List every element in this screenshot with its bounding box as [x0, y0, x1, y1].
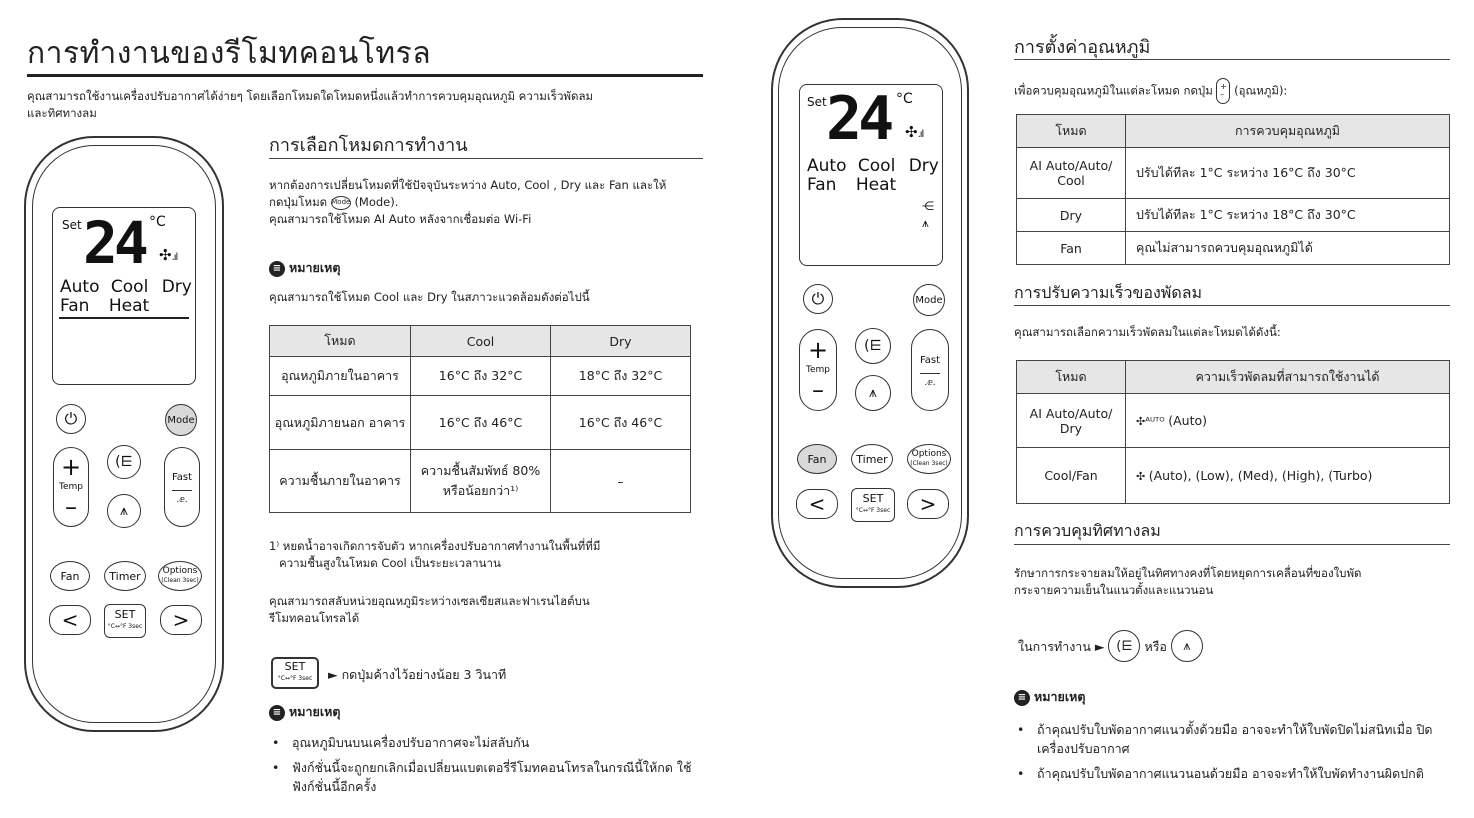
lcd-temp: 24 [826, 84, 891, 154]
table-cell: อุณหภูมิภายนอก อาคาร [270, 396, 411, 450]
options-button[interactable] [907, 444, 951, 474]
table-cell: Cool/Fan [1017, 448, 1126, 504]
note-2 [269, 702, 340, 721]
chevron-right-icon: > [919, 492, 937, 516]
lcd-vertical-swing-icon: ⋲ [922, 199, 934, 213]
temp-control-table [1016, 114, 1450, 265]
note-icon: ≡ [269, 261, 285, 277]
options-sublabel: (Clean 3sec) [161, 577, 199, 584]
fast-divider [920, 373, 940, 374]
comfort-icon: .ⅇ. [924, 377, 936, 388]
fast-label: Fast [919, 354, 941, 366]
lcd-mode-dry: Dry [908, 156, 939, 176]
lcd-mode-fan: Fan [807, 175, 837, 195]
list-item: • ถ้าคุณปรับใบพัดอากาศแนวตั้งด้วยมือ อาจจะทำให้ใบพัดปิดไม่สนิทเมื่อ ปิดเครื่องปรับอากาศ [1011, 720, 1451, 758]
table-header: โหมด [270, 326, 411, 357]
table-header-row [1017, 115, 1450, 148]
fast-button[interactable] [164, 447, 200, 527]
chevron-left-icon: < [61, 608, 79, 632]
options-label: Options [911, 449, 947, 459]
timer-button-label: Timer [856, 452, 888, 466]
table-row [1017, 199, 1450, 232]
power-button[interactable] [56, 404, 86, 434]
horizontal-swing-button[interactable] [107, 494, 141, 528]
ai-auto-text: คุณสามารถใช้โหมด AI Auto หลังจากเชื่อมต่อ Wi-Fi [269, 212, 532, 226]
temp-intro [1014, 78, 1287, 104]
lcd-mode-row2 [60, 297, 149, 316]
note-2-label: หมายเหตุ [289, 704, 341, 719]
airflow-heading: การควบคุมทิศทางลม [1014, 521, 1161, 540]
vertical-swing-icon: (⋿ [864, 338, 882, 354]
set-inline-label: SET [284, 660, 306, 673]
horizontal-swing-button[interactable] [855, 375, 891, 411]
intro-line-1: คุณสามารถใช้งานเครื่องปรับอากาศได้ง่ายๆ โดยเลือกโหมดใดโหมดหนึ่งแล้วทำการควบคุมอุณหภูมิ ความเร็วพัดลม [27, 89, 594, 103]
fast-label: Fast [171, 471, 193, 483]
fan-speed-heading-rule [1014, 305, 1450, 306]
list-item: • ฟังก์ชั่นนี้จะถูกยกเลิกเมื่อเปลี่ยนแบตเตอรี่รีโมทคอนโทรลในกรณีนี้ให้กด ใช้ฟังก์ชั่นนี้อีกครั้ง [266, 758, 706, 796]
temp-minus-icon[interactable]: – [812, 376, 824, 404]
intro-line-2: และทิศทางลม [27, 106, 97, 120]
table-cell: 18°C ถึง 32°C [551, 357, 691, 396]
mode-heading: การเลือกโหมดการทำงาน [269, 135, 468, 156]
airflow-line2: กระจายความเย็นในแนวตั้งและแนวนอน [1014, 583, 1214, 597]
page-title: การทำงานของรีโมทคอนโทรล [27, 36, 432, 71]
mode-intro-post: (Mode). [354, 195, 399, 209]
mode-intro-pre: กดปุ่มโหมด [269, 195, 328, 209]
vertical-swing-button[interactable] [107, 445, 141, 479]
note-1-label: หมายเหตุ [289, 260, 341, 275]
table-row [270, 450, 691, 513]
note-2-list [266, 733, 706, 802]
table-header: โหมด [1017, 361, 1126, 394]
fast-button[interactable] [911, 329, 949, 411]
temp-heading: การตั้งค่าอุณหภูมิ [1014, 37, 1151, 58]
note-3 [1014, 687, 1085, 706]
timer-button[interactable] [104, 561, 146, 591]
temp-rocker[interactable] [53, 447, 89, 527]
table-header-row [1017, 361, 1450, 394]
power-button[interactable] [803, 284, 833, 314]
airflow-operation [1018, 630, 1203, 662]
table-cell: – [551, 450, 691, 513]
set-button[interactable] [851, 488, 895, 522]
intro-text [27, 88, 717, 122]
set-sublabel: °C↔°F 3sec [855, 507, 891, 514]
lcd-set-label: Set [62, 218, 82, 232]
options-sublabel: (Clean 3sec) [910, 460, 948, 467]
operation-prefix: ในการทำงาน ► [1018, 638, 1105, 654]
note-1-text: คุณสามารถใช้โหมด Cool และ Dry ในสภาวะแวดล้อมดังต่อไปนี้ [269, 290, 590, 304]
lcd-temp: 24 [83, 209, 145, 277]
mode-button-label: Mode [915, 294, 943, 306]
horizontal-swing-icon: ⩚ [1171, 630, 1203, 662]
hold-instruction: ► กดปุ่มค้างไว้อย่างน้อย 3 วินาที [328, 667, 507, 682]
lcd-fan-icon: ✣.ıl [905, 123, 924, 141]
lcd-mode-cool: Cool [857, 156, 896, 176]
fan-speed-icons: ✣ [1136, 470, 1149, 483]
lcd-mode-auto: Auto [60, 277, 100, 297]
mode-conditions-table [269, 325, 691, 513]
lcd-mode-row1 [807, 157, 939, 176]
lcd-mode-row2 [807, 176, 896, 195]
temp-label: Temp [806, 365, 830, 375]
remote-lcd [52, 207, 196, 385]
chevron-left-icon: < [808, 492, 826, 516]
set-inline-sublabel: °C↔°F 3sec [277, 675, 313, 682]
airflow-text [1014, 565, 1454, 599]
unit-switch-line2: รีโมทคอนโทรลได้ [269, 611, 360, 625]
lcd-horizontal-swing-icon: ⩚ [922, 216, 929, 230]
table-header: Cool [411, 326, 551, 357]
table-cell: AI Auto/Auto/ Cool [1017, 148, 1126, 199]
table-cell: ปรับได้ทีละ 1°C ระหว่าง 18°C ถึง 30°C [1126, 199, 1450, 232]
fan-auto-text: (Auto) [1168, 413, 1207, 428]
table-row [270, 357, 691, 396]
footnote-line2: ความชื้นสูงในโหมด Cool เป็นระยะเวลานาน [279, 556, 501, 570]
table-cell [1126, 448, 1450, 504]
options-label: Options [162, 566, 198, 576]
list-item: • อุณหภูมิบนบนเครื่องปรับอากาศจะไม่สลับกัน [266, 733, 706, 752]
vertical-swing-button[interactable] [855, 328, 891, 364]
set-sublabel: °C↔°F 3sec [107, 623, 143, 630]
note-3-label: หมายเหตุ [1034, 689, 1086, 704]
lcd-set-label: Set [807, 95, 827, 109]
airflow-heading-rule [1014, 544, 1450, 545]
mode-button-label: Mode [167, 414, 195, 426]
temp-minus-icon[interactable]: – [65, 493, 77, 521]
unit-switch-line1: คุณสามารถสลับหน่วยอุณหภูมิระหว่างเซลเซียสและฟาเรนไฮต์บน [269, 594, 590, 608]
table-cell: Fan [1017, 232, 1126, 265]
table-header: ความเร็วพัดลมที่สามารถใช้งานได้ [1126, 361, 1450, 394]
power-icon: ⏻ [811, 289, 825, 308]
mode-inline-icon: Mode [331, 196, 351, 210]
table-cell: 16°C ถึง 32°C [411, 357, 551, 396]
note-icon: ≡ [269, 705, 285, 721]
horizontal-swing-icon: ⩚ [869, 385, 877, 401]
table-cell: ความชื้นสัมพัทธ์ 80% หรือน้อยกว่า¹⁾ [411, 450, 551, 513]
footnote-line1: 1⁾ หยดน้ำอาจเกิดการจับตัว หากเครื่องปรับอากาศทำงานในพื้นที่ที่มี [269, 539, 601, 553]
mode-intro [269, 177, 709, 228]
temp-rocker[interactable] [799, 329, 837, 411]
note-3-list [1011, 720, 1451, 789]
set-label: SET [114, 608, 136, 621]
fan-speed-intro: คุณสามารถเลือกความเร็วพัดลมในแต่ละโหมดได้ดังนี้: [1014, 325, 1281, 339]
vertical-swing-icon: (⋿ [1108, 630, 1140, 662]
table-header: Dry [551, 326, 691, 357]
set-inline-icon [271, 657, 319, 689]
fan-speed-text: (Auto), (Low), (Med), (High), (Turbo) [1148, 468, 1373, 483]
temp-label: Temp [59, 482, 83, 492]
comfort-icon: .ⅇ. [176, 494, 188, 505]
fan-button[interactable] [50, 561, 90, 591]
table-row [1017, 148, 1450, 199]
fan-button[interactable] [797, 444, 837, 474]
table-cell: 16°C ถึง 46°C [551, 396, 691, 450]
timer-button[interactable] [851, 444, 893, 474]
mode-button[interactable] [165, 404, 197, 436]
table-row [270, 396, 691, 450]
fast-divider [172, 490, 192, 491]
note-icon: ≡ [1014, 690, 1030, 706]
table-cell: ความชื้นภายในอาคาร [270, 450, 411, 513]
prev-button[interactable] [49, 605, 91, 635]
fan-speed-heading: การปรับความเร็วของพัดลม [1014, 283, 1203, 302]
table-cell: ปรับได้ทีละ 1°C ระหว่าง 16°C ถึง 30°C [1126, 148, 1450, 199]
timer-button-label: Timer [109, 569, 141, 583]
mode-intro-line2 [269, 194, 709, 211]
fan-button-label: Fan [807, 452, 827, 466]
airflow-line1: รักษาการกระจายลมให้อยู่ในทิศทางคงที่โดยหยุดการเคลื่อนที่ของใบพัด [1014, 566, 1362, 580]
temp-intro-pre: เพื่อควบคุมอุณหภูมิในแต่ละโหมด กดปุ่ม [1014, 83, 1213, 98]
fan-auto-icon: ✣ᴬᵁᵀᴼ [1136, 415, 1169, 428]
next-button[interactable] [907, 489, 949, 519]
lcd-mode-auto: Auto [807, 156, 847, 176]
options-button[interactable] [158, 561, 202, 591]
table-cell: อุณหภูมิภายในอาคาร [270, 357, 411, 396]
temp-heading-rule [1014, 59, 1450, 60]
table-header: โหมด [1017, 115, 1126, 148]
lcd-mode-heat: Heat [855, 175, 897, 195]
next-button[interactable] [160, 605, 202, 635]
lcd-mode-dry: Dry [161, 277, 192, 297]
table-cell: คุณไม่สามารถควบคุมอุณหภูมิได้ [1126, 232, 1450, 265]
lcd-unit: °C [149, 214, 166, 230]
horizontal-swing-icon: ⩚ [120, 503, 128, 519]
footnote [269, 538, 600, 572]
lcd-divider [59, 317, 189, 319]
remote-lcd [799, 84, 943, 266]
prev-button[interactable] [796, 489, 838, 519]
mode-heading-rule [269, 158, 703, 159]
lcd-mode-heat: Heat [108, 296, 150, 316]
set-label: SET [862, 492, 884, 505]
list-item: • ถ้าคุณปรับใบพัดอากาศแนวนอนด้วยมือ อาจจะทำให้ใบพัดทำงานผิดปกติ [1011, 764, 1451, 783]
lcd-fan-icon: ✣.ıl [159, 246, 178, 264]
set-button[interactable] [104, 604, 146, 638]
fan-speed-table [1016, 360, 1450, 504]
mode-button[interactable] [913, 284, 945, 316]
lcd-mode-fan: Fan [60, 296, 90, 316]
lcd-mode-cool: Cool [110, 277, 149, 297]
operation-or: หรือ [1144, 638, 1167, 654]
note-1 [269, 258, 340, 277]
vertical-swing-icon: (⋿ [115, 454, 133, 470]
table-header-row [270, 326, 691, 357]
chevron-right-icon: > [172, 608, 190, 632]
lcd-unit: °C [896, 91, 913, 107]
unit-switch-text [269, 593, 590, 627]
table-row [1017, 232, 1450, 265]
lcd-mode-row1 [60, 278, 192, 297]
table-cell: Dry [1017, 199, 1126, 232]
power-icon: ⏻ [64, 409, 78, 428]
table-row [1017, 448, 1450, 504]
temp-intro-post: (อุณหภูมิ): [1234, 83, 1288, 98]
title-rule [27, 74, 703, 77]
temp-inline-icon: + – [1216, 78, 1230, 104]
table-cell: 16°C ถึง 46°C [411, 396, 551, 450]
fan-button-label: Fan [60, 569, 80, 583]
table-row [1017, 394, 1450, 448]
table-cell [1126, 394, 1450, 448]
table-header: การควบคุมอุณหภูมิ [1126, 115, 1450, 148]
temp-plus-icon[interactable]: + [807, 336, 829, 364]
temp-plus-icon[interactable]: + [60, 453, 82, 481]
mode-intro-line1: หากต้องการเปลี่ยนโหมดที่ใช้ปัจจุบันระหว่าง Auto, Cool , Dry และ Fan และให้ [269, 178, 667, 192]
table-cell: AI Auto/Auto/ Dry [1017, 394, 1126, 448]
